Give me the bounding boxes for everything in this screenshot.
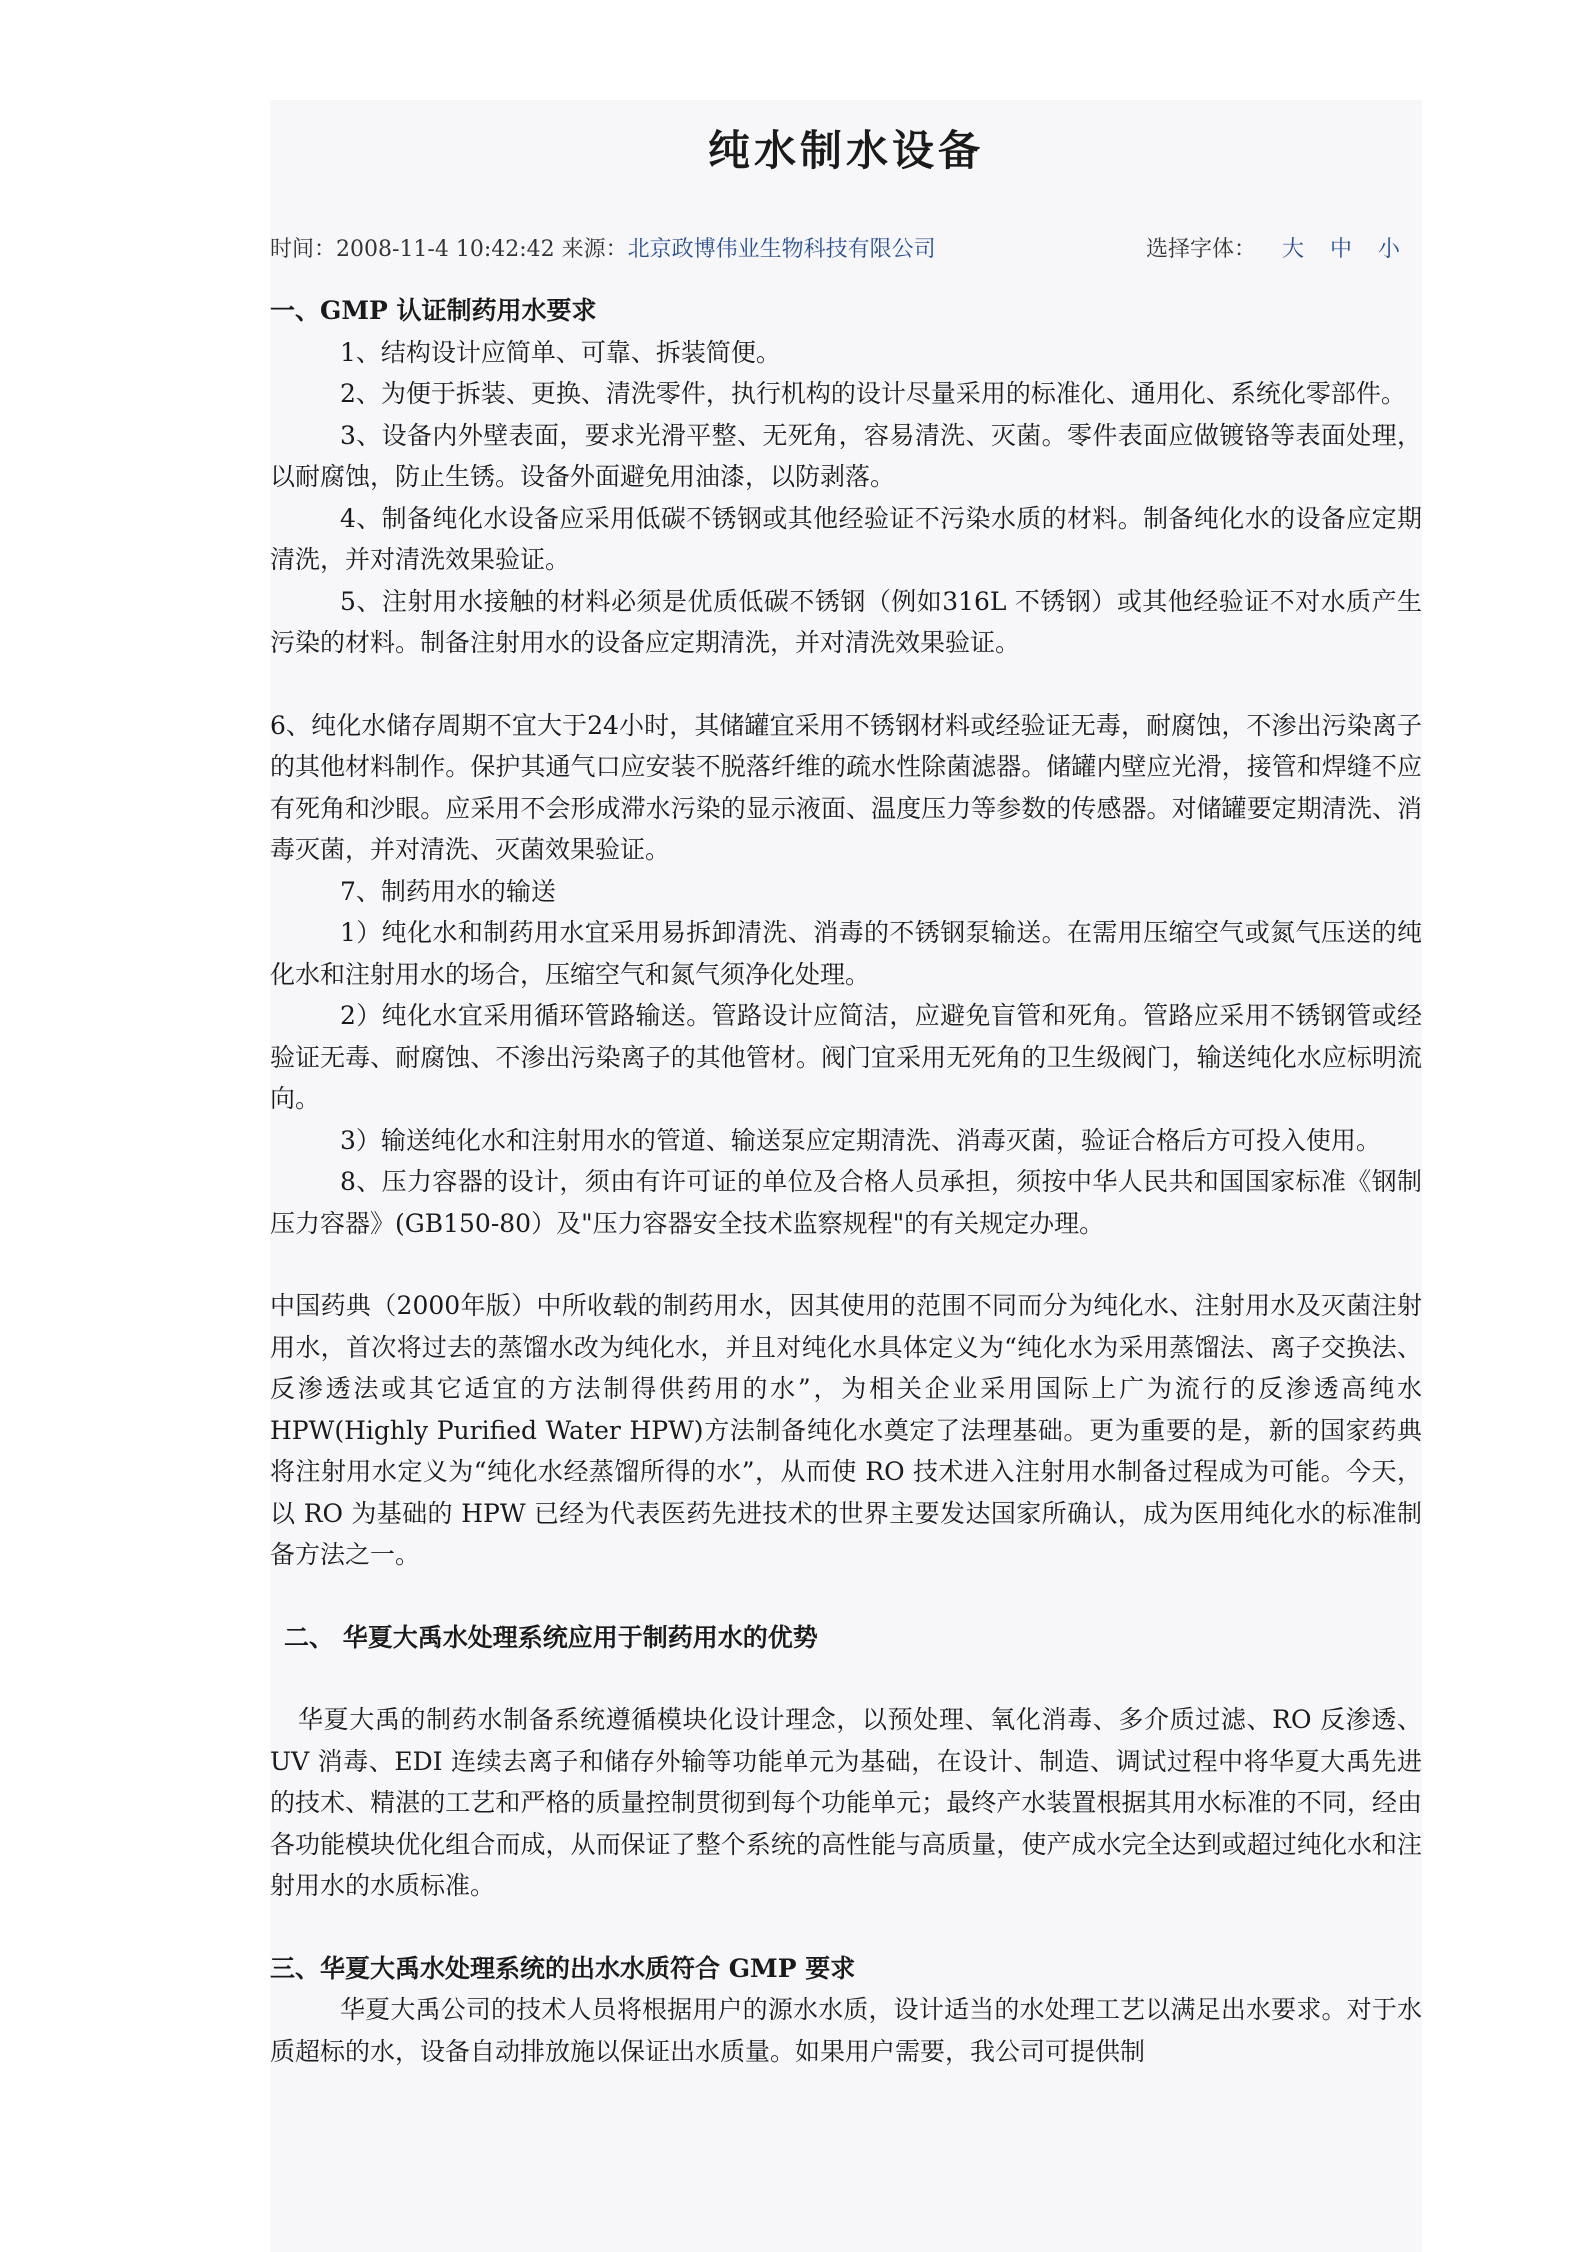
section-1-heading: 一、GMP 认证制药用水要求: [270, 296, 597, 325]
section-3-paragraph: 华夏大禹公司的技术人员将根据用户的源水水质，设计适当的水处理工艺以满足出水要求。对于水质超标的水，设备自动排放施以保证出水质量。如果用户需要，我公司可提供制: [270, 1995, 1422, 2066]
pharmacopoeia-paragraph: 中国药典（2000年版）中所收载的制药用水，因其使用的范围不同而分为纯化水、注射用水及灭菌注射用水，首次将过去的蒸馏水改为纯化水，并且对纯化水具体定义为“纯化水为采用蒸馏法、离子交换法、反渗透法或其它适宜的方法制得供药用的水”，为相关企业采用国际上广为流行的反渗透高纯水 HPW(Highly Purified Water HPW)方法制备纯化水奠定了法理基础。更为重要的是，新的国家药典将注射用水定义为“纯化水经蒸馏所得的水”，从而使 RO 技术进入注射用水制备过程成为可能。今天，以 RO 为基础的 HPW 已经为代表医药先进技术的世界主要发达国家所确认，成为医用纯化水的标准制备方法之一。: [270, 1291, 1422, 1569]
article-meta: [270, 230, 1422, 270]
section-1-item-7-sub-1: 1）纯化水和制药用水宜采用易拆卸清洗、消毒的不锈钢泵输送。在需用压缩空气或氮气压送的纯化水和注射用水的场合，压缩空气和氮气须净化处理。: [270, 918, 1422, 989]
section-1-item-1: 1、结构设计应简单、可靠、拆装简便。: [340, 337, 781, 367]
section-3-heading: 三、华夏大禹水处理系统的出水水质符合 GMP 要求: [270, 1953, 856, 1983]
font-size-medium[interactable]: 中: [1329, 237, 1352, 262]
section-1-item-4: 4、制备纯化水设备应采用低碳不锈钢或其他经验证不污染水质的材料。制备纯化水的设备应定期清洗，并对清洗效果验证。: [270, 503, 1422, 574]
article-content: [270, 100, 1422, 2072]
font-size-small[interactable]: 小: [1377, 237, 1400, 262]
time-value: 2008-11-4 10:42:42: [336, 237, 555, 262]
section-1-item-3: 3、设备内外壁表面，要求光滑平整、无死角，容易清洗、灭菌。零件表面应做镀铬等表面处理，以耐腐蚀，防止生锈。设备外面避免用油漆，以防剥落。: [270, 420, 1422, 491]
section-1-item-7: 7、制药用水的输送: [340, 876, 556, 906]
section-1-item-7-sub-2: 2）纯化水宜采用循环管路输送。管路设计应简洁，应避免盲管和死角。管路应采用不锈钢管或经验证无毒、耐腐蚀、不渗出污染离子的其他管材。阀门宜采用无死角的卫生级阀门，输送纯化水应标明流向。: [270, 1001, 1422, 1113]
section-1-item-2: 2、为便于拆装、更换、清洗零件，执行机构的设计尽量采用的标准化、通用化、系统化零部件。: [340, 379, 1406, 408]
font-size-selector: [1146, 230, 1422, 270]
font-size-large[interactable]: 大: [1281, 237, 1304, 262]
section-1-item-8: 8、压力容器的设计，须由有许可证的单位及合格人员承担，须按中华人民共和国国家标准《钢制压力容器》(GB150-80）及"压力容器安全技术监察规程"的有关规定办理。: [270, 1167, 1422, 1238]
source-link[interactable]: 北京政博伟业生物科技有限公司: [627, 237, 936, 262]
section-1-item-7-sub-3: 3）输送纯化水和注射用水的管道、输送泵应定期清洗、消毒灭菌，验证合格后方可投入使用。: [340, 1125, 1381, 1155]
time-label: 时间：: [270, 237, 337, 262]
page-title: 纯水制水设备: [707, 126, 984, 175]
section-1-item-5: 5、注射用水接触的材料必须是优质低碳不锈钢（例如316L 不锈钢）或其他经验证不对水质产生污染的材料。制备注射用水的设备应定期清洗，并对清洗效果验证。: [270, 586, 1422, 657]
font-size-label: 选择字体：: [1145, 237, 1256, 262]
source-label: 来源：: [554, 237, 628, 262]
meta-left: [270, 230, 936, 270]
document-page: [270, 100, 1422, 2252]
section-2-heading: 二、 华夏大禹水处理系统应用于制药用水的优势: [284, 1622, 818, 1652]
section-2-paragraph: 华夏大禹的制药水制备系统遵循模块化设计理念，以预处理、氧化消毒、多介质过滤、RO 反渗透、UV 消毒、EDI 连续去离子和储存外输等功能单元为基础，在设计、制造、调试过程中将华夏大禹先进的技术、精湛的工艺和严格的质量控制贯彻到每个功能单元；最终产水装置根据其用水标准的不同，经由各功能模块优化组合而成，从而保证了整个系统的高性能与高质量，使产成水完全达到或超过纯化水和注射用水的水质标准。: [270, 1705, 1422, 1900]
section-1-item-6: 6、纯化水储存周期不宜大于24小时，其储罐宜采用不锈钢材料或经验证无毒，耐腐蚀，不渗出污染离子的其他材料制作。保护其通气口应安装不脱落纤维的疏水性除菌滤器。储罐内壁应光滑，接管和焊缝不应有死角和沙眼。应采用不会形成滞水污染的显示液面、温度压力等参数的传感器。对储罐要定期清洗、消毒灭菌，并对清洗、灭菌效果验证。: [270, 710, 1422, 864]
